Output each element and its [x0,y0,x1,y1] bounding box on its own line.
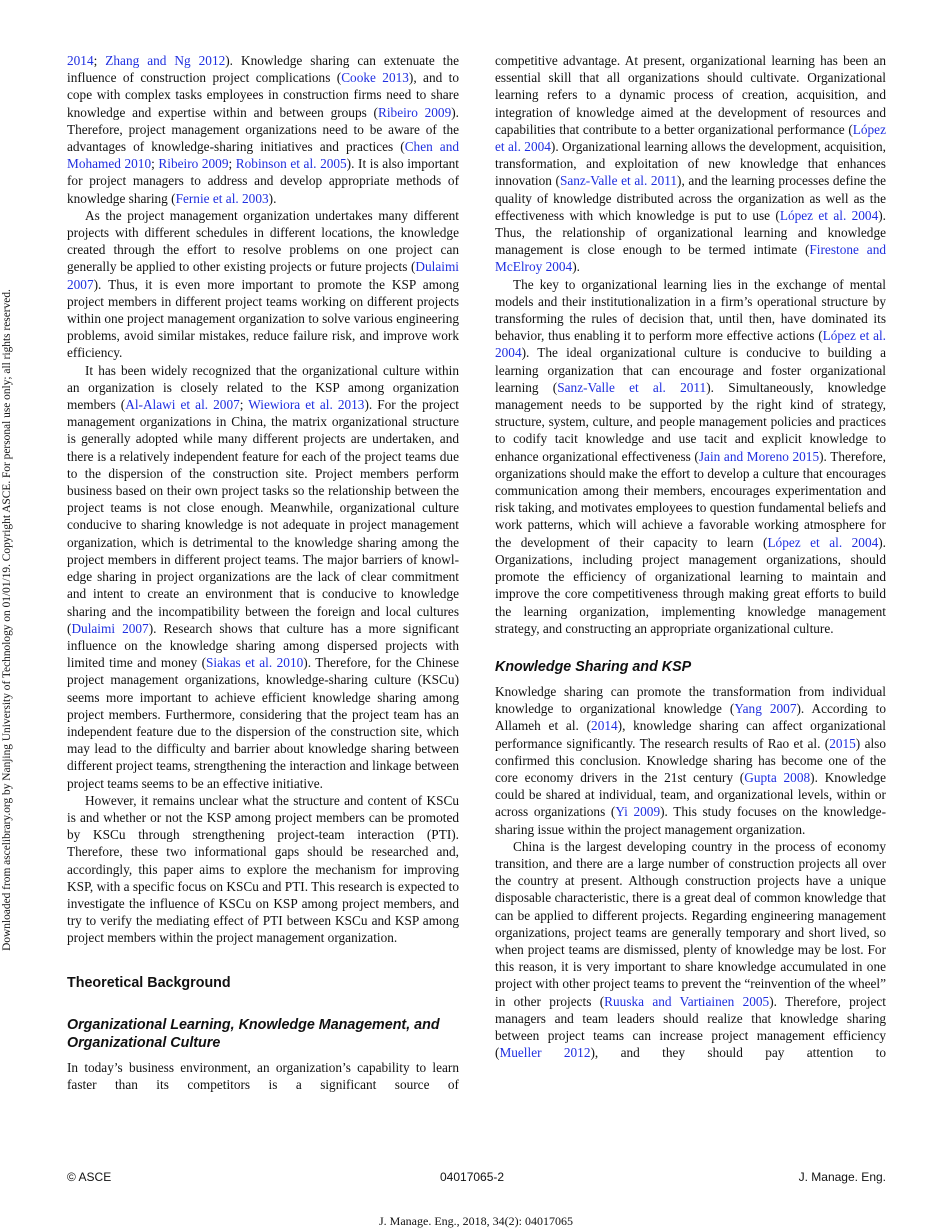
citation-link[interactable]: Chen and Mohamed 2010 [67,139,460,172]
text-run: ). Therefore, organizations should make the effort to develop a culture that encourages communication among their members, encourages experimentation and risk taking, and motivates employees to question fundamental beliefs and work patterns, which will achieve a favorable working atmosphere for the development of their capacity to learn ( [495,448,886,550]
citation-link[interactable]: Ribeiro 2009 [158,156,229,172]
text-run: ). Thus, it is even more important to promote the KSP among project members in different project teams working on different projects within one project management organization to solve various engineering problems, avoid similar mistakes, reduce failure risk, and improve work efficiency. [67,276,459,361]
subsection-paragraphs [495,683,886,1061]
text-run: ), knowledge sharing can affect organizational performance significantly. The research results of Rao et al. ( [495,718,886,751]
citation-link[interactable]: Yi 2009 [615,804,661,820]
paragraph [67,52,459,207]
citation-link[interactable]: Gupta 2008 [744,769,811,785]
footer-journal: J. Manage. Eng. [798,1170,886,1184]
footer-article-id: 04017065-2 [440,1170,505,1184]
text-run: ), and the learning processes define the quality of knowledge distributed across the organization as well as the effectiveness with which knowledge is put to use ( [495,173,886,223]
citation-link[interactable]: López et al. 2004 [779,207,879,223]
citation-link[interactable]: Wiewiora et al. 2013 [248,397,365,413]
text-run: ). The ideal organizational culture is conducive to building a learning organization that can encourage and foster organizational learning ( [495,345,886,395]
text-run: ; [151,156,159,172]
paragraph [67,792,459,947]
text-run: ; [93,53,106,68]
text-run: Knowledge sharing can promote the transformation from individual knowledge to organizational knowledge ( [495,683,886,717]
citation-link[interactable]: 2014 [591,718,618,734]
citation-link[interactable]: Siakas et al. 2010 [206,655,304,671]
text-run: ). Knowledge sharing can extenuate the influence of construction project complications ( [67,53,459,86]
footer-copyright: © ASCE [67,1170,112,1184]
citation-link[interactable]: Ruuska and Vartiainen 2005 [604,993,770,1009]
subsection-heading: Organizational Learning, Knowledge Management, and Organizational Culture [67,1016,440,1051]
paragraph [67,207,459,362]
text-run: ). Knowledge could be shared at individual, team, and organizational levels, within or across organizations ( [495,769,886,820]
citation-link[interactable]: López et al. 2004 [495,328,886,361]
text-run: In today’s business environment, an organization’s capability to learn faster than its competitors is a significant source of [67,1059,459,1092]
text-run: ). Organizational learning allows the development, acquisition, transformation, and exploitation of new knowledge that enhances innovation ( [495,139,886,189]
subsection-heading: Knowledge Sharing and KSP [495,658,692,675]
citation-link[interactable]: Sanz-Valle et al. 2011 [557,379,707,395]
text-run: ), and to cope with complex tasks employees in construction firms need to share knowledge and expertise within and between groups ( [67,70,459,120]
citation-link[interactable]: 2015 [829,735,856,751]
text-run: ) also confirmed this conclusion. Knowledge sharing has become one of the core economy drivers in the 21st century ( [495,735,887,785]
citation-link[interactable]: López et al. 2004 [495,121,886,155]
text-run: ). Simultaneously, knowledge management needs to be supported by the right kind of strategy, structure, system, culture, and people management policies and practices to codify tacit knowledge and use tacit and explicit knowledge to enhance organizational effectiveness ( [495,379,886,464]
section-heading: Theoretical Background [67,974,231,991]
body-paragraphs [67,52,459,947]
citation-link[interactable]: Mueller 2012 [499,1045,591,1061]
paragraph [495,683,886,838]
citation-link[interactable]: Yang 2007 [734,701,797,717]
text-run: ). Thus, the relationship of organizational learning and knowledge management is close enough to be termed intimate ( [495,207,886,258]
citation-link[interactable]: Dulaimi 2007 [71,620,149,636]
text-run: ). [572,259,580,275]
text-run: ). Therefore, project managers and team leaders should realize that knowledge sharing between project teams can increase project management efficiency ( [495,993,887,1061]
text-run: It has been widely recognized that the organizational culture within an organization is closely related to the KSP among organization members ( [67,362,459,413]
citation-link[interactable]: Fernie et al. 2003 [175,190,269,206]
paragraph [495,52,886,276]
citation-link[interactable]: Sanz-Valle et al. 2011 [559,173,678,189]
text-run: ). Therefore, project management organizations need to be aware of the advantages of knowledge-sharing initiatives and practices ( [67,104,459,155]
paragraph [495,838,886,1062]
citation-link[interactable]: Firestone and McElroy 2004 [495,242,887,275]
left-column [67,52,459,1093]
body-paragraphs [495,52,886,637]
citation-link[interactable]: Zhang and Ng 2012 [105,53,226,68]
paragraph [67,1059,459,1093]
citation-line: J. Manage. Eng., 2018, 34(2): 04017065 [379,1214,573,1228]
paragraph [495,276,886,637]
text-run: ). This study focuses on the knowledge-sharing issue within the project management organization. [495,804,887,837]
citation-link[interactable]: Cooke 2013 [341,70,409,86]
text-run: ; [239,397,249,413]
citation-link[interactable]: Robinson et al. 2005 [235,156,347,172]
text-run: ). It is also important for project managers to address and develop appropriate methods of knowledge sharing ( [67,156,459,206]
text-run: ). According to Allameh et al. ( [495,701,886,734]
text-run: ). For the project management organizations in China, the matrix organizational structure is generally adopted while many different projects are undertaken, and there is a relatively independent feature for each of the project teams due to the dispersion of the construction site. Project members perform business based on their own project tasks so the relationship between the project teams is not close enough. Meanwhile, organizational culture conducive to sharing knowledge is not adequate in project management organization, which is detrimental to the knowledge sharing among the project members in different project teams. The major barriers of knowledge sharing in project organizations are the lack of clear commitment and intent to create an environment that is conducive to knowledge sharing and the incompatibility between the foreign and local cultures ( [67,397,459,636]
text-run: ), and they should pay attention to [590,1045,886,1061]
text-run: ). Research shows that culture has a more significant influence on the knowledge sharing among dispersed projects with limited time and money ( [67,620,459,671]
text-run: ). [268,190,277,206]
citation-link[interactable]: Dulaimi 2007 [67,259,459,292]
citation-link[interactable]: Al-Alawi et al. 2007 [125,397,240,413]
text-run: China is the largest developing country in the process of economy transition, and there are a large number of construction projects all over the country at present. Although construction projects have a unique disposable characteristic, there is a great deal of common knowledge that can be applied to different projects. Regarding engineering management organizations, project teams are generally temporary and short lived, so when project teams are dismissed, plenty of knowledge may be lost. For this reason, it is very important to share knowledge accumulated in one project with other project teams to prevent the “reinvention of the wheel” in other projects ( [495,838,886,1009]
paragraph [67,362,459,792]
text-run: However, it remains unclear what the structure and content of KSCu is and whether or not the KSP among project members can be promoted by KSCu through strengthening project-team interaction (PTI). Therefore, these two informational gaps should be researched and, accordingly, this paper aims to explore the mechanism for improving KSP, with a specific focus on KSCu and PTI. This research is expected to investigate the influence of KSCu on KSP among project members, and try to verify the mediating effect of PTI between KSCu and KSP among project members within the project management organization. [67,792,459,946]
text-run: The key to organizational learning lies in the exchange of mental models and their institutionalization in a firm’s operational structure by transforming the rules of decision that, until then, have dominated its behavior, thus enabling it to perform more effective actions ( [495,276,886,344]
text-run: ). Organizations, including project management organizations, should promote the efficiency of organizational learning to maintain and improve the core competitiveness through making great efforts to build the learning organization, implementing knowledge management strategy, and constructing an appropriate organizational culture. [495,534,887,636]
citation-link[interactable]: 2014 [67,53,94,68]
citation-link[interactable]: Ribeiro 2009 [377,104,452,120]
text-run: As the project management organization undertakes many different projects with different schedules in different locations, the knowledge created through the effort to resolve problems on one project can generally be applied to other existing projects or future projects ( [67,207,459,275]
right-column [495,52,886,1061]
text-run: competitive advantage. At present, organizational learning has been an essential skill that all organizations should cultivate. Organizational learning refers to a dynamic process of creation, acquisition, and integration of knowledge aimed at the development of resources and capabilities that contribute to a better organizational performance ( [495,53,886,137]
citation-link[interactable]: Jain and Moreno 2015 [698,448,820,464]
subsection-paragraphs [67,1059,459,1093]
download-notice: Downloaded from ascelibrary.org by Nanjing University of Technology on 01/01/19. Copyright ASCE. For personal use only; all rights reserved. [1,289,13,951]
text-run: ; [228,156,236,172]
citation-link[interactable]: López et al. 2004 [767,534,879,550]
text-run: ). Therefore, for the Chinese project management organizations, knowledge-sharing culture (KSCu) seems more important to achieve efficient knowledge sharing among project members. Furthermore, considering that the project team has an independent feature due to the dispersion of the construction site, which may lead to the difficulty and barrier about knowledge sharing between different project teams, strengthening the interaction and linkage between project teams seems to be an effective initiative. [67,655,459,791]
